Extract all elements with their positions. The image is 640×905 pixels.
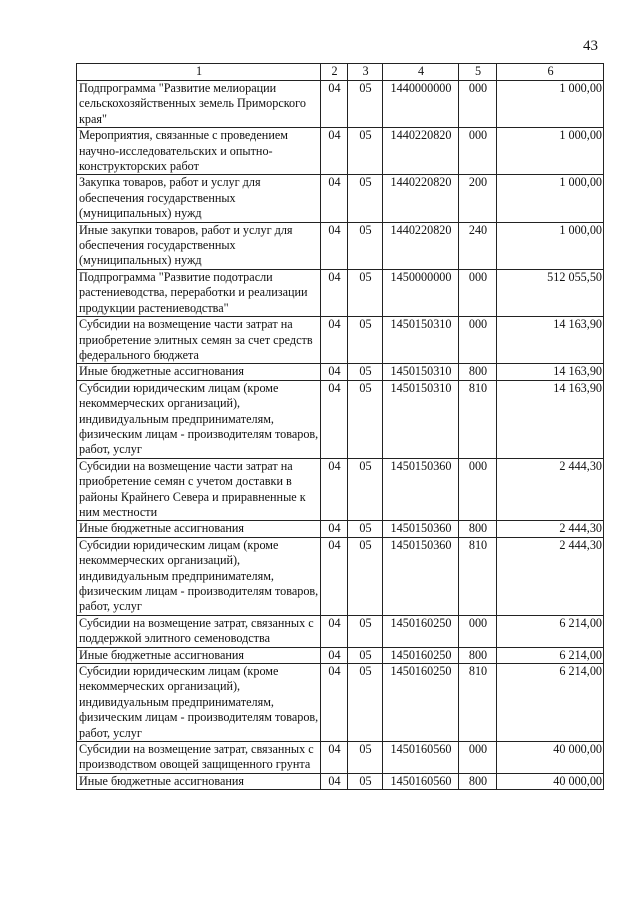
row-code-4: 1450160250	[383, 664, 459, 742]
row-code-2: 04	[321, 317, 348, 364]
row-code-3: 05	[348, 647, 383, 663]
row-name: Закупка товаров, работ и услуг для обеспечения государственных (муниципальных) нужд	[77, 175, 321, 222]
table-row	[77, 742, 604, 774]
budget-table	[76, 63, 604, 790]
table-row	[77, 380, 604, 458]
row-code-5: 000	[459, 81, 497, 128]
row-code-3: 05	[348, 317, 383, 364]
row-amount: 2 444,30	[497, 521, 604, 537]
row-amount: 1 000,00	[497, 81, 604, 128]
row-code-3: 05	[348, 128, 383, 175]
header-col-6: 6	[497, 64, 604, 81]
row-code-3: 05	[348, 269, 383, 316]
row-code-3: 05	[348, 615, 383, 647]
row-code-2: 04	[321, 773, 348, 789]
row-code-3: 05	[348, 175, 383, 222]
table-row	[77, 222, 604, 269]
row-name: Подпрограмма "Развитие мелиорации сельскохозяйственных земель Приморского края"	[77, 81, 321, 128]
row-code-4: 1450150360	[383, 537, 459, 615]
row-code-5: 200	[459, 175, 497, 222]
row-code-2: 04	[321, 521, 348, 537]
table-row	[77, 647, 604, 663]
row-code-4: 1440220820	[383, 222, 459, 269]
row-code-5: 800	[459, 647, 497, 663]
row-code-3: 05	[348, 380, 383, 458]
row-code-4: 1450160560	[383, 742, 459, 774]
row-name: Иные бюджетные ассигнования	[77, 364, 321, 380]
row-code-3: 05	[348, 81, 383, 128]
row-code-2: 04	[321, 537, 348, 615]
table-row	[77, 521, 604, 537]
table-row	[77, 175, 604, 222]
row-name: Иные бюджетные ассигнования	[77, 773, 321, 789]
row-code-2: 04	[321, 222, 348, 269]
row-name: Субсидии на возмещение затрат, связанных с поддержкой элитного семеноводства	[77, 615, 321, 647]
row-code-3: 05	[348, 742, 383, 774]
row-code-2: 04	[321, 364, 348, 380]
row-code-5: 000	[459, 615, 497, 647]
table-row	[77, 81, 604, 128]
row-code-5: 800	[459, 364, 497, 380]
row-code-5: 810	[459, 380, 497, 458]
header-col-1: 1	[77, 64, 321, 81]
table-row	[77, 615, 604, 647]
row-amount: 2 444,30	[497, 458, 604, 521]
row-code-2: 04	[321, 458, 348, 521]
row-code-5: 000	[459, 128, 497, 175]
table-row	[77, 269, 604, 316]
row-amount: 6 214,00	[497, 647, 604, 663]
row-amount: 1 000,00	[497, 128, 604, 175]
row-amount: 14 163,90	[497, 364, 604, 380]
row-code-5: 000	[459, 458, 497, 521]
row-code-2: 04	[321, 175, 348, 222]
row-code-2: 04	[321, 615, 348, 647]
row-code-2: 04	[321, 664, 348, 742]
row-name: Иные бюджетные ассигнования	[77, 521, 321, 537]
row-code-4: 1450000000	[383, 269, 459, 316]
row-code-3: 05	[348, 521, 383, 537]
row-code-4: 1450150360	[383, 521, 459, 537]
row-amount: 6 214,00	[497, 615, 604, 647]
page-number: 43	[583, 38, 598, 54]
row-amount: 1 000,00	[497, 175, 604, 222]
row-code-2: 04	[321, 128, 348, 175]
row-code-4: 1450150360	[383, 458, 459, 521]
row-amount: 6 214,00	[497, 664, 604, 742]
row-name: Иные закупки товаров, работ и услуг для обеспечения государственных (муниципальных) нужд	[77, 222, 321, 269]
header-col-2: 2	[321, 64, 348, 81]
row-code-5: 810	[459, 537, 497, 615]
row-name: Субсидии на возмещение затрат, связанных с производством овощей защищенного грунта	[77, 742, 321, 774]
table-row	[77, 773, 604, 789]
row-code-4: 1440000000	[383, 81, 459, 128]
row-amount: 40 000,00	[497, 773, 604, 789]
table-row	[77, 458, 604, 521]
row-code-5: 000	[459, 317, 497, 364]
row-code-2: 04	[321, 647, 348, 663]
row-code-5: 800	[459, 521, 497, 537]
row-name: Субсидии юридическим лицам (кроме некоммерческих организаций), индивидуальным предпринимателям, физическим лицам - производителям товаров, работ, услуг	[77, 664, 321, 742]
row-code-5: 810	[459, 664, 497, 742]
row-code-2: 04	[321, 742, 348, 774]
row-code-2: 04	[321, 269, 348, 316]
row-code-5: 800	[459, 773, 497, 789]
row-code-3: 05	[348, 364, 383, 380]
row-name: Иные бюджетные ассигнования	[77, 647, 321, 663]
row-code-4: 1450160560	[383, 773, 459, 789]
row-name: Субсидии на возмещение части затрат на приобретение элитных семян за счет средств федерального бюджета	[77, 317, 321, 364]
row-code-4: 1440220820	[383, 175, 459, 222]
row-code-4: 1450150310	[383, 317, 459, 364]
table-row	[77, 664, 604, 742]
table-row	[77, 317, 604, 364]
row-code-4: 1450150310	[383, 364, 459, 380]
table-row	[77, 364, 604, 380]
row-code-5: 000	[459, 742, 497, 774]
row-name: Субсидии юридическим лицам (кроме некоммерческих организаций), индивидуальным предпринимателям, физическим лицам - производителям товаров, работ, услуг	[77, 537, 321, 615]
row-code-4: 1440220820	[383, 128, 459, 175]
row-amount: 14 163,90	[497, 317, 604, 364]
row-code-3: 05	[348, 664, 383, 742]
row-amount: 1 000,00	[497, 222, 604, 269]
row-code-4: 1450160250	[383, 615, 459, 647]
header-col-3: 3	[348, 64, 383, 81]
header-col-5: 5	[459, 64, 497, 81]
table-row	[77, 128, 604, 175]
row-code-4: 1450150310	[383, 380, 459, 458]
row-code-3: 05	[348, 773, 383, 789]
header-col-4: 4	[383, 64, 459, 81]
row-code-3: 05	[348, 222, 383, 269]
table-header-row	[77, 64, 604, 81]
row-code-5: 240	[459, 222, 497, 269]
row-name: Мероприятия, связанные с проведением научно-исследовательских и опытно-конструкторских работ	[77, 128, 321, 175]
row-code-5: 000	[459, 269, 497, 316]
row-amount: 14 163,90	[497, 380, 604, 458]
row-code-4: 1450160250	[383, 647, 459, 663]
table-row	[77, 537, 604, 615]
row-code-3: 05	[348, 537, 383, 615]
row-amount: 512 055,50	[497, 269, 604, 316]
row-code-3: 05	[348, 458, 383, 521]
row-amount: 2 444,30	[497, 537, 604, 615]
row-amount: 40 000,00	[497, 742, 604, 774]
row-code-2: 04	[321, 380, 348, 458]
row-name: Субсидии юридическим лицам (кроме некоммерческих организаций), индивидуальным предпринимателям, физическим лицам - производителям товаров, работ, услуг	[77, 380, 321, 458]
row-code-2: 04	[321, 81, 348, 128]
row-name: Подпрограмма "Развитие подотрасли растениеводства, переработки и реализации продукции растениеводства"	[77, 269, 321, 316]
row-name: Субсидии на возмещение части затрат на приобретение семян с учетом доставки в районы Крайнего Севера и приравненные к ним местности	[77, 458, 321, 521]
